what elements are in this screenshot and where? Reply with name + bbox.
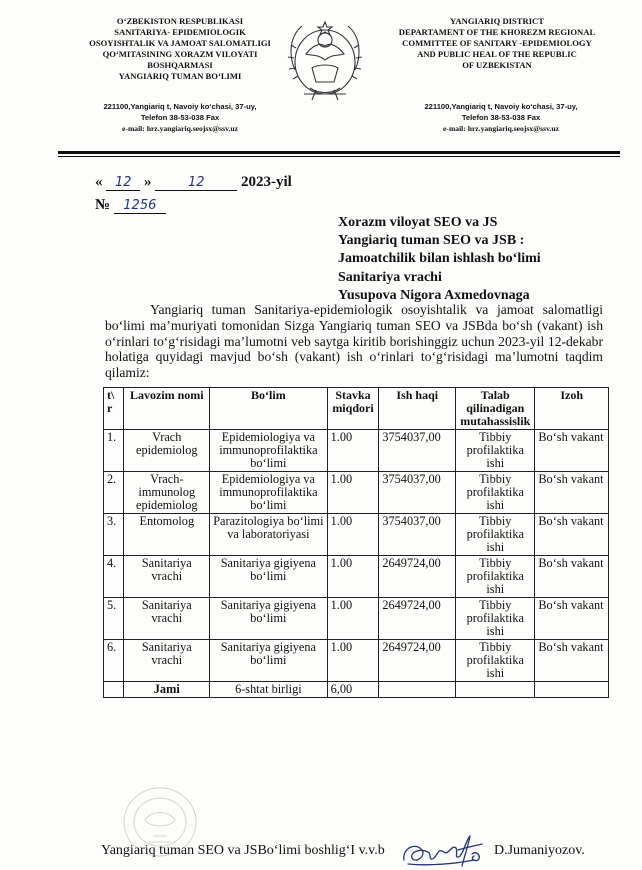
header-right-line: OF UZBEKISTAN	[462, 60, 532, 70]
header-right-org-name	[380, 16, 614, 71]
cell-salary: 3754037,00	[379, 430, 456, 472]
cell-empty	[379, 682, 456, 698]
document-number	[95, 197, 166, 214]
cell-specialty: Tibbiy profilaktika ishi	[456, 514, 535, 556]
table-row	[104, 472, 609, 514]
cell-position: Entomolog	[124, 514, 210, 556]
document-date	[95, 174, 292, 191]
date-open-quote: «	[95, 174, 103, 190]
cell-rate: 1.00	[327, 640, 379, 682]
header-cell-department: Bo‘lim	[210, 388, 328, 430]
cell-note: Bo‘sh vakant	[535, 472, 609, 514]
recipient-line: Xorazm viloyat SEO va JS	[338, 215, 498, 230]
cell-department: Sanitariya gigiyena bo‘limi	[210, 598, 328, 640]
phone-text: Telefon 38-53-038 Fax	[461, 113, 541, 122]
cell-department: Sanitariya gigiyena bo‘limi	[210, 556, 328, 598]
cell-note: Bo‘sh vakant	[535, 598, 609, 640]
table-row	[104, 598, 609, 640]
table-row	[104, 556, 609, 598]
header-cell-specialty: Talab qilinadigan mutahassislik	[456, 388, 535, 430]
cell-note: Bo‘sh vakant	[535, 640, 609, 682]
cell-salary: 2649724,00	[379, 598, 456, 640]
cell-number: 2.	[104, 472, 124, 514]
cell-number: 1.	[104, 430, 124, 472]
cell-position: Vrach epidemiolog	[124, 430, 210, 472]
cell-salary: 3754037,00	[379, 514, 456, 556]
recipient-line: Jamoatchilik bilan ishlash bo‘limi	[338, 251, 541, 267]
cell-position: Sanitariya vrachi	[124, 556, 210, 598]
cell-department: Epidemiologiya va immunoprofilaktika bo‘limi	[210, 472, 328, 514]
cell-note: Bo‘sh vakant	[535, 430, 609, 472]
cell-rate: 1.00	[327, 430, 379, 472]
header-left-line: BOSHQARMASI	[147, 60, 213, 70]
table-total-row	[104, 682, 609, 698]
recipient-block	[338, 214, 541, 305]
cell-rate: 1.00	[327, 598, 379, 640]
signatory-name: D.Jumaniyozov.	[494, 843, 585, 858]
cell-department: Epidemiologiya va immunoprofilaktika bo‘limi	[210, 430, 328, 472]
cell-rate: 1.00	[327, 514, 379, 556]
date-day: 12	[106, 175, 140, 191]
cell-number: 5.	[104, 598, 124, 640]
cell-note: Bo‘sh vakant	[535, 556, 609, 598]
body-paragraph	[105, 302, 603, 381]
cell-specialty: Tibbiy profilaktika ishi	[456, 430, 535, 472]
vacancy-table	[103, 387, 609, 698]
header-right-contacts	[384, 101, 618, 134]
header-right-line: AND PUBLIC HEAL OF THE REPUBLIC	[417, 49, 577, 59]
cell-position: Sanitariya vrachi	[124, 640, 210, 682]
body-text: Yangiariq tuman Sanitariya-epidemiologik osoyishtalik va jamoat salomatligi bo‘limi ma’muriyati tomonidan Sizga Yangiariq tuman SEO va JSBda bo‘sh (vakant) ish o‘rinlari to‘g‘risidagi ma’lumotni veb saytga kiritib borishinggiz uchun 2023-yil 12-dekabr holatiga quyidagi mavjud bo‘sh (vakant) ish o‘rinlari to‘g‘risidagi ma’lumotni taqdim qilamiz:	[105, 302, 603, 381]
header-right-line: COMMITTEE OF SANITARY -EPIDEMIOLOGY	[402, 38, 592, 48]
date-year: 2023-yil	[241, 174, 292, 190]
cell-empty	[104, 682, 124, 698]
cell-empty	[456, 682, 535, 698]
header-divider-thick	[58, 151, 620, 154]
table-row	[104, 640, 609, 682]
state-emblem-icon	[282, 10, 368, 106]
cell-specialty: Tibbiy profilaktika ishi	[456, 598, 535, 640]
recipient-line: Sanitariya vrachi	[338, 269, 442, 285]
table-row	[104, 430, 609, 472]
header-left-org-name	[70, 16, 290, 82]
cell-rate: 1.00	[327, 472, 379, 514]
total-note: 6-shtat birligi	[210, 682, 328, 698]
cell-specialty: Tibbiy profilaktika ishi	[456, 472, 535, 514]
phone-text: Telefon 38-53-038 Fax	[140, 113, 220, 122]
header-cell-number: t\ r	[104, 388, 124, 430]
table-header-row	[104, 388, 609, 430]
cell-specialty: Tibbiy profilaktika ishi	[456, 556, 535, 598]
address-text: 221100,Yangiariq t, Navoiy ko‘chasi, 37-uy,	[103, 102, 257, 111]
header-cell-rate: Stavka miqdori	[327, 388, 379, 430]
cell-salary: 2649724,00	[379, 640, 456, 682]
cell-department: Parazitologiya bo‘limi va laboratoriyasi	[210, 514, 328, 556]
cell-position: Sanitariya vrachi	[124, 598, 210, 640]
header-cell-position: Lavozim nomi	[124, 388, 210, 430]
signature-title: Yangiariq tuman SEO va JSBo‘limi boshlig‘I v.v.b	[101, 843, 385, 858]
cell-number: 3.	[104, 514, 124, 556]
email-text: e-mail: hrz.yangiariq.seojsx@ssv.uz	[443, 124, 559, 133]
cell-department: Sanitariya gigiyena bo‘limi	[210, 640, 328, 682]
date-month: 12	[155, 175, 237, 191]
header-left-line: O‘ZBEKISTON RESPUBLIKASI	[116, 16, 244, 26]
cell-number: 6.	[104, 640, 124, 682]
number-value: 1256	[114, 198, 166, 214]
header-left-line: QO‘MITASINING XORAZM VILOYATI	[102, 49, 258, 59]
cell-salary: 3754037,00	[379, 472, 456, 514]
date-close-quote: »	[144, 174, 152, 190]
header-divider-thin	[58, 156, 620, 157]
header-cell-note: Izoh	[535, 388, 609, 430]
cell-number: 4.	[104, 556, 124, 598]
header-left-line: SANITARIYA- EPIDEMIOLOGIK	[114, 27, 246, 37]
table-row	[104, 514, 609, 556]
header-right-line: DEPARTAMENT OF THE KHOREZM REGIONAL	[398, 27, 596, 37]
address-text: 221100,Yangiariq t, Navoiy ko‘chasi, 37-uy,	[424, 102, 578, 111]
cell-specialty: Tibbiy profilaktika ishi	[456, 640, 535, 682]
header-left-contacts	[70, 101, 290, 134]
header-right-line: YANGIARIQ DISTRICT	[450, 16, 544, 26]
header-left-line: OSOYISHTALIK VA JAMOAT SALOMATLIGI	[89, 38, 271, 48]
number-label: №	[95, 197, 111, 213]
recipient-line: Yangiariq tuman SEO va JSB :	[338, 233, 525, 249]
email-text: e-mail: hrz.yangiariq.seojsx@ssv.uz	[122, 124, 238, 133]
recipient-line: Yusupova Nigora Axmedovnaga	[338, 287, 530, 303]
cell-empty	[535, 682, 609, 698]
handwritten-signature-icon	[398, 830, 496, 870]
cell-rate: 1.00	[327, 556, 379, 598]
header-cell-salary: Ish haqi	[379, 388, 456, 430]
cell-note: Bo‘sh vakant	[535, 514, 609, 556]
cell-position: Vrach-immunolog epidemiolog	[124, 472, 210, 514]
cell-salary: 2649724,00	[379, 556, 456, 598]
total-label: Jami	[124, 682, 210, 698]
header-left-line: YANGIARIQ TUMAN BO‘LIMI	[118, 71, 242, 81]
total-amount: 6,00	[327, 682, 379, 698]
